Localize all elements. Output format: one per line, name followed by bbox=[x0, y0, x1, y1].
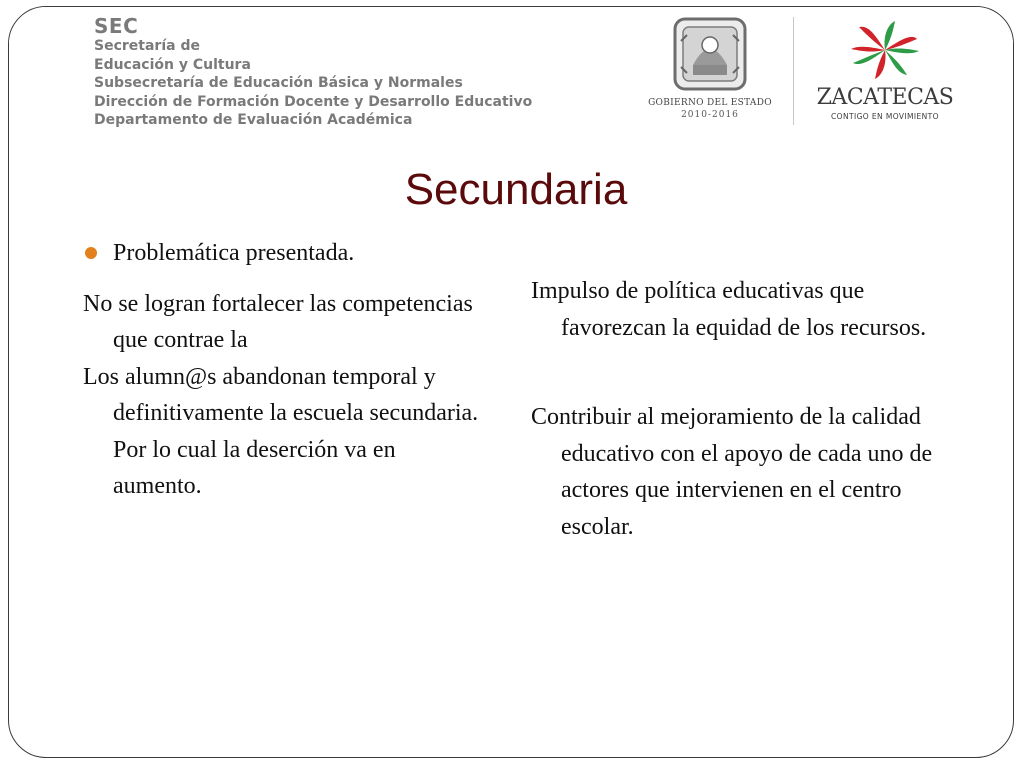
left-column bbox=[83, 235, 483, 505]
sec-line-4: Dirección de Formación Docente y Desarrollo Educativo bbox=[94, 93, 533, 110]
coat-of-arms-icon bbox=[671, 15, 749, 93]
left-paragraph-1: No se logran fortalecer las competencias que contrae la bbox=[83, 290, 473, 353]
right-paragraph-1: Impulso de política educativas que favorezcan la equidad de los recursos. bbox=[531, 278, 927, 341]
bullet-text: Problemática presentada. bbox=[113, 240, 355, 266]
sec-line-1: Secretaría de bbox=[94, 38, 200, 54]
sec-line-3: Subsecretaría de Educación Básica y Normales bbox=[94, 75, 463, 91]
sec-header-text bbox=[94, 15, 532, 130]
left-paragraph-2: Los alumn@s abandonan temporal y definitivamente la escuela secundaria. Por lo cual la deserción va en aumento. bbox=[83, 363, 479, 499]
sec-line-2: Educación y Cultura bbox=[94, 56, 251, 73]
zacatecas-slogan: CONTIGO EN MOVIMIENTO bbox=[831, 112, 939, 121]
sec-title: SEC bbox=[94, 14, 139, 38]
zacatecas-name: ZACATECAS bbox=[816, 85, 954, 110]
logo-divider bbox=[793, 17, 794, 125]
bullet-dot-icon bbox=[85, 247, 97, 259]
zacatecas-logo bbox=[805, 15, 965, 127]
right-paragraph-2: Contribuir al mejoramiento de la calidad educativo con el apoyo de cada uno de actores que intervienen en el centro escolar. bbox=[531, 404, 933, 540]
government-name: GOBIERNO DEL ESTADO bbox=[648, 98, 772, 108]
spacer bbox=[83, 272, 483, 286]
slide-frame bbox=[8, 6, 1014, 758]
pinwheel-logo-icon bbox=[845, 17, 925, 83]
right-column bbox=[531, 273, 971, 545]
spacer bbox=[531, 346, 971, 399]
sec-line-5: Departamento de Evaluación Académica bbox=[94, 112, 413, 128]
slide-title: Secundaria bbox=[404, 165, 628, 214]
government-logo bbox=[645, 15, 775, 123]
government-years: 2010-2016 bbox=[681, 110, 739, 120]
header-band bbox=[9, 7, 1013, 145]
bullet-item bbox=[83, 235, 483, 272]
